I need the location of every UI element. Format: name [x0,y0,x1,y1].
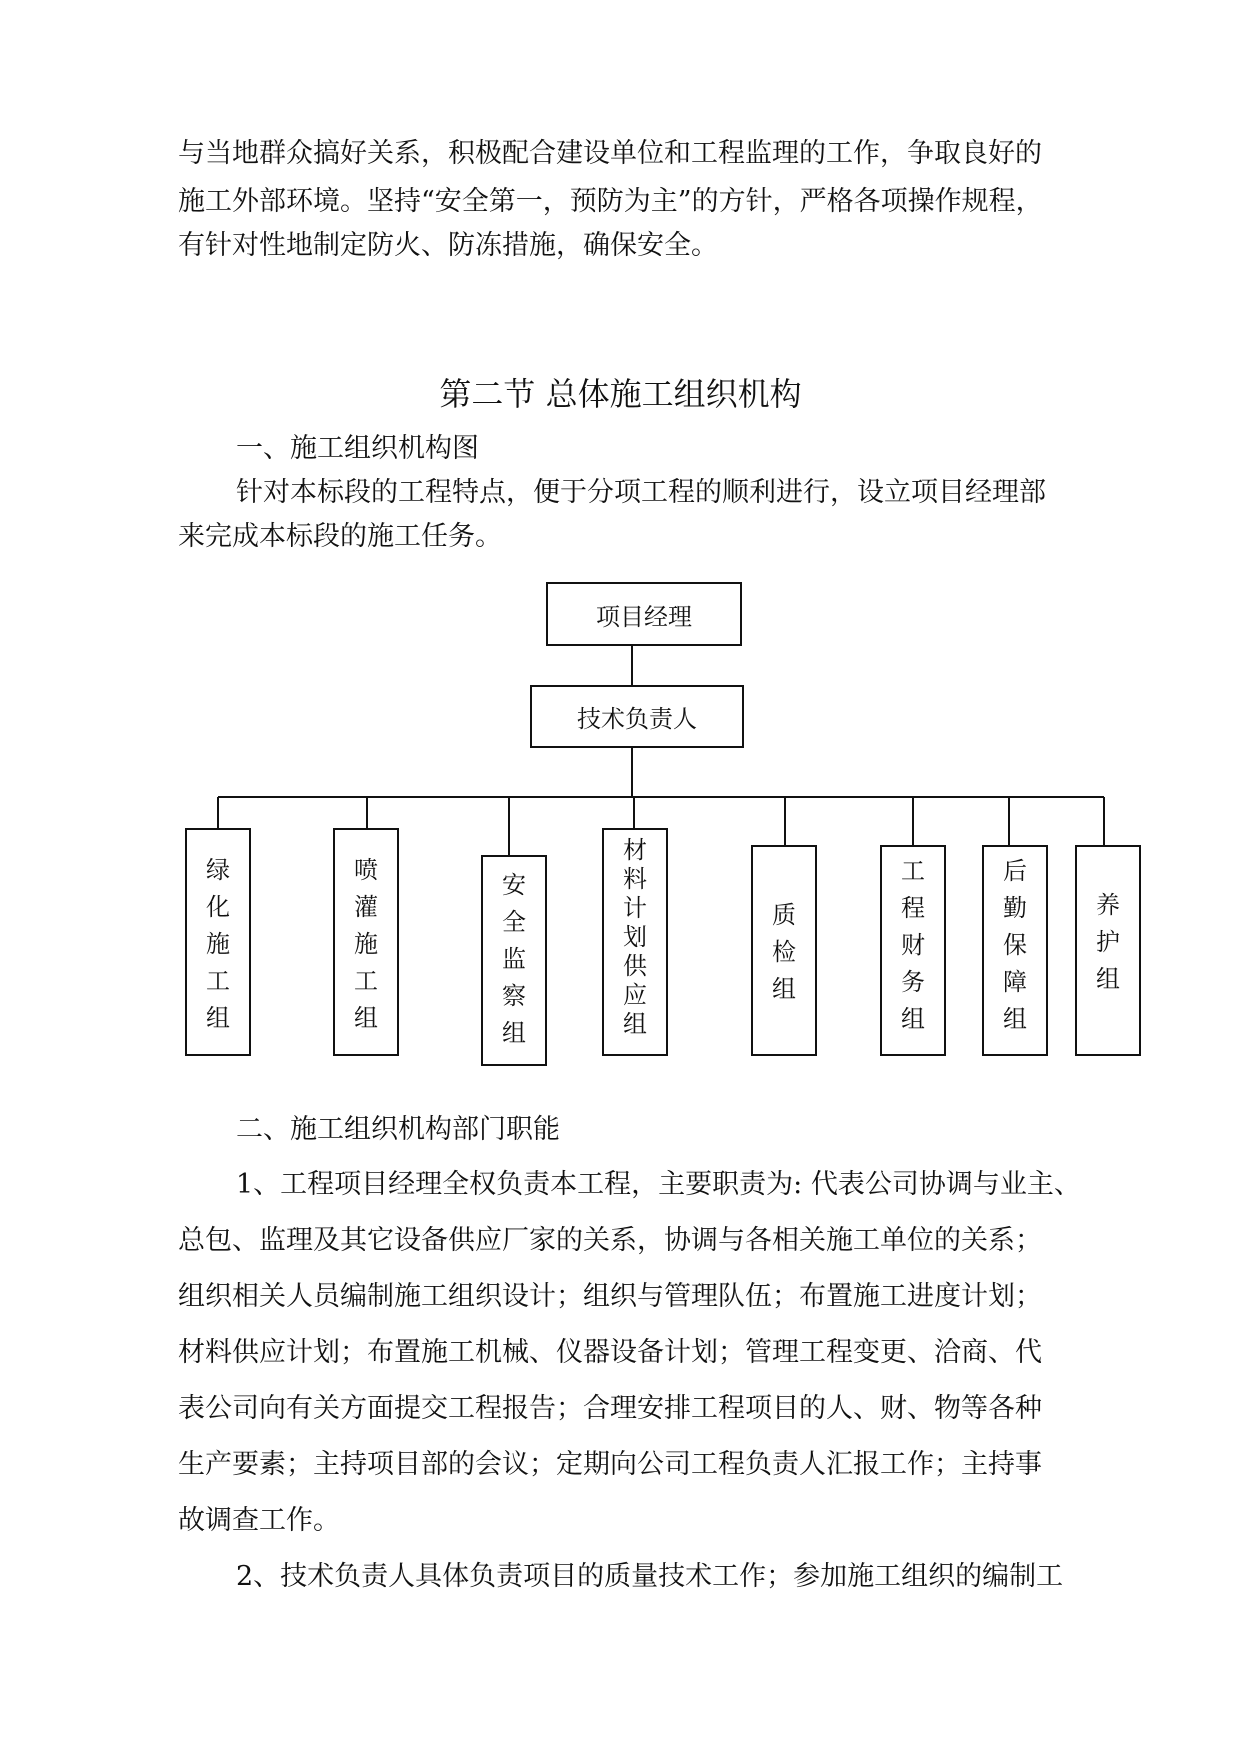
paragraph-line: 施工外部环境。坚持“安全第一，预防为主”的方针，严格各项操作规程， [178,186,1043,217]
org-box-quality-group [751,845,817,1056]
org-box-materials-group [602,828,668,1056]
paragraph-line: 与当地群众搞好关系，积极配合建设单位和工程监理的工作，争取良好的 [178,138,1042,169]
paragraph-line: 故调查工作。 [178,1505,340,1536]
org-box-maintenance-group [1075,845,1141,1056]
paragraph-line: 针对本标段的工程特点，便于分项工程的顺利进行，设立项目经理部 [236,477,1046,508]
org-box-label: 质检组 [772,901,796,1003]
org-box-logistics-group [982,845,1048,1056]
org-box-label: 项目经理 [596,602,692,631]
paragraph-line: 表公司向有关方面提交工程报告；合理安排工程项目的人、财、物等各种 [178,1393,1042,1424]
paragraph-line: 2、技术负责人具体负责项目的质量技术工作；参加施工组织的编制工 [236,1561,1064,1592]
org-box-safety-group [481,855,547,1066]
org-box-label: 材料计划供应组 [623,836,647,1038]
paragraph-line: 总包、监理及其它设备供应厂家的关系，协调与各相关施工单位的关系； [178,1225,1042,1256]
paragraph-line: 来完成本标段的施工任务。 [178,521,502,552]
org-box-label: 绿化施工组 [206,856,230,1032]
org-box-project-manager [546,582,742,646]
org-box-greening-group [185,828,251,1056]
org-box-label: 后勤保障组 [1003,857,1027,1033]
org-box-irrigation-group [333,828,399,1056]
org-box-label: 安全监察组 [502,871,526,1047]
org-box-technical-lead [530,685,744,748]
paragraph-line: 组织相关人员编制施工组织设计；组织与管理队伍；布置施工进度计划； [178,1281,1042,1312]
paragraph-line: 1、工程项目经理全权负责本工程，主要职责为: 代表公司协调与业主、 [236,1169,1081,1200]
org-box-label: 喷灌施工组 [354,856,378,1032]
org-box-label: 工程财务组 [901,857,925,1033]
org-box-label: 养护组 [1096,891,1120,993]
paragraph-line: 有针对性地制定防火、防冻措施，确保安全。 [178,230,718,261]
subheading: 二、施工组织机构部门职能 [236,1114,560,1145]
org-box-label: 技术负责人 [577,705,697,733]
org-box-finance-group [880,845,946,1056]
paragraph-line: 生产要素；主持项目部的会议；定期向公司工程负责人汇报工作；主持事 [178,1449,1042,1480]
section-title: 第二节 总体施工组织机构 [439,375,802,413]
paragraph-line: 材料供应计划；布置施工机械、仪器设备计划；管理工程变更、洽商、代 [178,1337,1042,1368]
subheading: 一、施工组织机构图 [236,433,479,464]
